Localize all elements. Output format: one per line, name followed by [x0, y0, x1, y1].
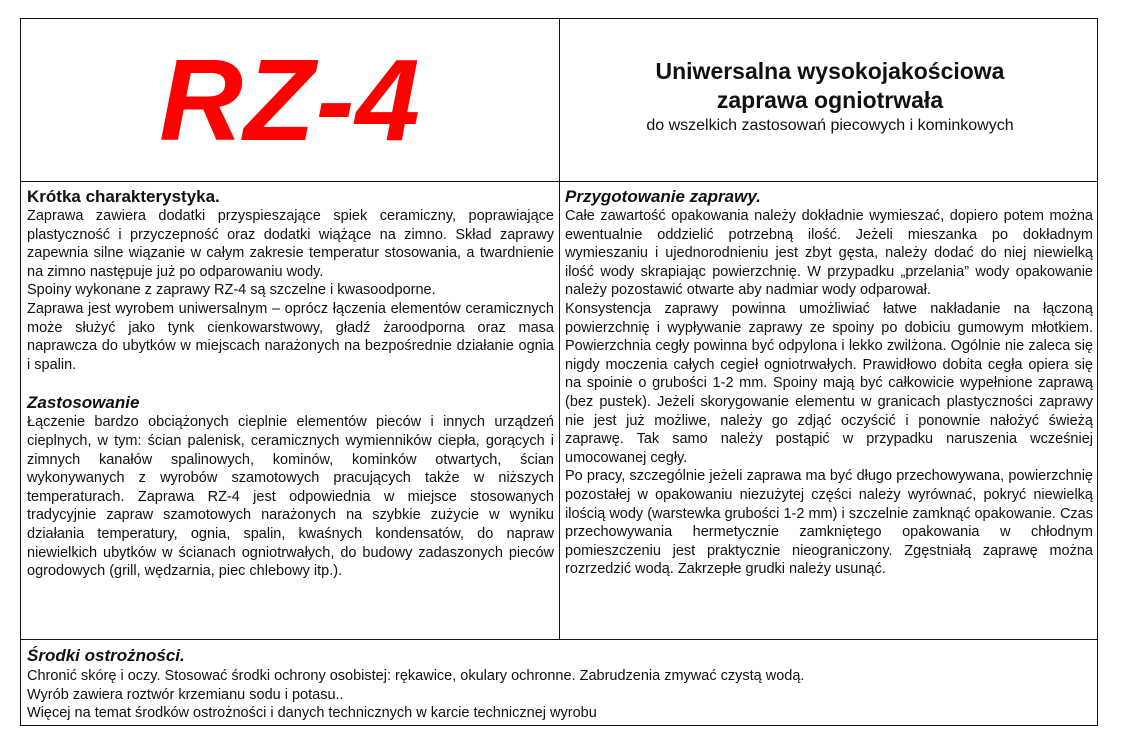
title-line-1: Uniwersalna wysokojakościowa: [655, 58, 1005, 84]
characteristics-paragraph: Zaprawa zawiera dodatki przyspieszające spiek ceramiczny, poprawiające plastyczność i przyczepność oraz dodatki wiążące na zimno. Skład zaprawy zapewnia silne wiązanie w całym zakresie temperatur stosowania, a twardnienie na zimno następuje już po odparowaniu wody.: [27, 208, 554, 280]
title-line-2: zaprawa ogniotrwała: [716, 87, 944, 113]
preparation-heading: Przygotowanie zaprawy.: [565, 187, 761, 206]
product-code: RZ-4: [159, 35, 421, 165]
preparation-paragraph: Całe zawartość opakowania należy dokładnie wymieszać, dopiero potem można ewentualnie oddzielić potrzebną ilość. Jeżeli mieszanka po dokładnym wymieszaniu i ujednorodnieniu jest zbyt gęsta, należy dodać do niej niewielką ilość wody skrapiając powierzchnię. W przypadku „przelania” wody opakowanie należy pozostawić otwarte aby nadmiar wody odparował.: [565, 208, 1093, 299]
application-heading: Zastosowanie: [27, 393, 140, 413]
preparation-paragraph: Po pracy, szczególnie jeżeli zaprawa ma być długo przechowywana, powierzchnię pozostałej w opakowaniu niezużytej części należy wyrównać, pokryć niewielką ilością wody (warstewka grubości 1-2 mm) i szczelnie zamknąć opakowanie. Czas przechowywania hermetycznie zamkniętego opakowania w chłodnym pomieszczeniu jest praktycznie nieograniczony. Zgęstniałą zaprawę można rozrzedzić wodą. Zakrzepłe grudki należy usunąć.: [565, 468, 1093, 578]
application-paragraph: Łączenie bardzo obciążonych cieplnie elementów pieców i innych urządzeń cieplnych, w tym: ścian palenisk, ceramicznych wymienników ciepła, gorących i zimnych kanałów spalinowych, kominów, kominków otwartych, ścian wykonywanych z wyrobów szamotowych pracujących także w niższych temperaturach. Zaprawa RZ-4 jest odpowiednia w miejsce stosowanych tradycyjnie zapraw szamotowych narażonych na szybkie zużycie w wyniku działania temperatury, ognia, spalin, kwaśnych kondensatów, do napraw niewielkich ubytków w ścianach ogniotrwałych, do budowy zadaszonych pieców ogrodowych (grill, wędzarnia, piec chlebowy itp.).: [27, 414, 554, 580]
right-column: [565, 187, 1093, 579]
header-column-divider: [559, 19, 560, 181]
left-column: [27, 187, 554, 581]
safety-line: Wyrób zawiera roztwór krzemianu sodu i potasu..: [27, 686, 344, 703]
safety-heading: Środki ostrożności.: [27, 646, 185, 665]
safety-line: Więcej na temat środków ostrożności i danych technicznych w karcie technicznej wyrobu: [27, 705, 597, 722]
preparation-paragraph: Konsystencja zaprawy powinna umożliwiać łatwe nakładanie na łączoną powierzchnię i wypływanie zaprawy ze spoiny po dobiciu gumowym młotkiem. Powierzchnia cegły powinna być odpylona i lekko zwilżona. Ogólnie nie zaleca się nigdy moczenia całych cegieł ogniotrwałych. Prawidłowo dobita cegła opiera się na spoinie o grubości 1-2 mm. Spoiny mają być całkowicie wypełnione zaprawą (bez pustek). Jeżeli skorygowanie elementu w granicach plastyczności zaprawy nie jest już możliwe, należy go zdjąć oczyścić i ponownie nałożyć świeżą zaprawę. Tak samo należy postąpić w przypadku naruszenia wcześniej umocowanej cegły.: [565, 300, 1093, 466]
safety-line: Chronić skórę i oczy. Stosować środki ochrony osobistej: rękawice, okulary ochronne. Zabrudzenia zmywać czystą wodą.: [27, 668, 805, 684]
characteristics-paragraph: Zaprawa jest wyrobem uniwersalnym – oprócz łączenia elementów ceramicznych może służyć jako tynk cienkowarstwowy, gładź żaroodporna oraz masa naprawcza do ubytków w miejscach narażonych na bezpośrednie działanie ognia i spalin.: [27, 300, 554, 373]
subtitle: do wszelkich zastosowań piecowych i kominkowych: [646, 117, 1014, 134]
product-title-block: [561, 19, 1099, 181]
safety-section: [21, 639, 1099, 723]
characteristics-paragraph: Spoiny wykonane z zaprawy RZ-4 są szczelne i kwasoodporne.: [27, 282, 436, 299]
body-column-divider: [559, 181, 560, 639]
product-sheet: [20, 18, 1098, 726]
product-logo: [21, 19, 559, 181]
characteristics-heading: Krótka charakterystyka.: [27, 187, 220, 206]
